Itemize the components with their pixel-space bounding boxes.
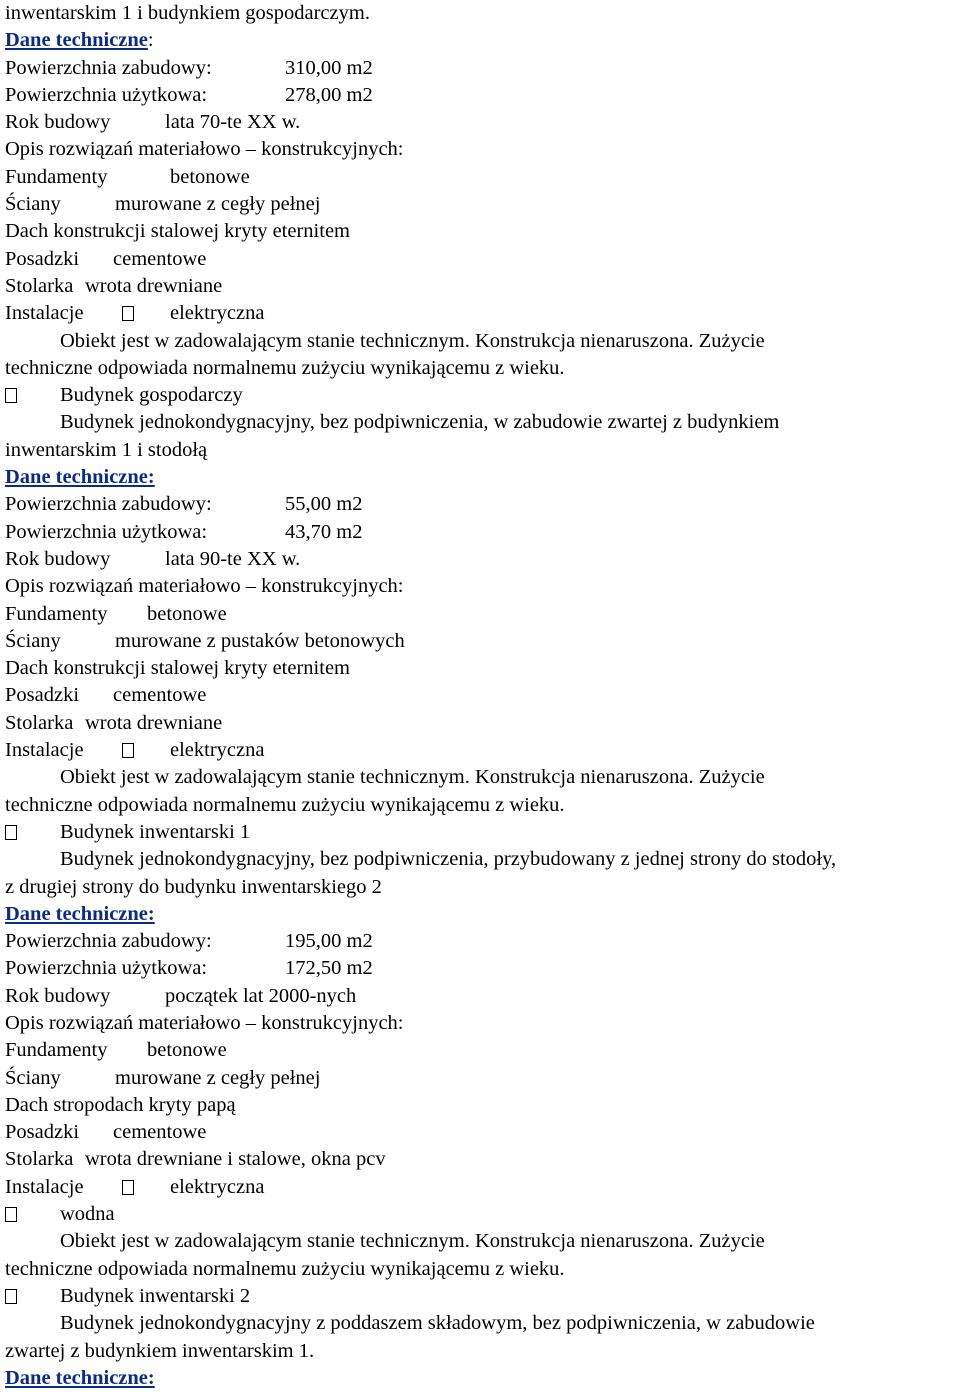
dane-techniczne-label: Dane techniczne: (5, 1366, 155, 1389)
sciany-row (5, 628, 957, 655)
powierzchnia-zabudowy-value: 55,00 m2 (285, 493, 363, 516)
rok-budowy-label: Rok budowy (5, 984, 111, 1007)
powierzchnia-zabudowy-label: Powierzchnia zabudowy: (5, 930, 212, 953)
stan-text-1: Obiekt jest w zadowalającym stanie technicznym. Konstrukcja nienaruszona. Zużycie (60, 329, 765, 352)
sciany-value: murowane z cegły pełnej (115, 1066, 321, 1089)
checkbox-glyph-icon (122, 743, 134, 758)
description-line-1 (5, 409, 957, 436)
stan-line-2 (5, 1256, 957, 1283)
section-title: Budynek gospodarczy (60, 384, 243, 407)
fundamenty-value: betonowe (147, 602, 227, 625)
rok-budowy-row (5, 983, 957, 1010)
instalacje-value: elektryczna (170, 1175, 265, 1198)
posadzki-value: cementowe (113, 1121, 207, 1144)
sciany-label: Ściany (5, 629, 61, 652)
stolarka-row (5, 710, 957, 737)
instalacje-row (5, 300, 957, 327)
bullet-box-icon (5, 1289, 17, 1304)
stolarka-label: Stolarka (5, 1148, 74, 1171)
section-title: Budynek inwentarski 1 (60, 820, 251, 843)
fundamenty-label: Fundamenty (5, 602, 108, 625)
description-line-1 (5, 846, 957, 873)
rok-budowy-row (5, 546, 957, 573)
stan-text-2: techniczne odpowiada normalnemu zużyciu wynikającemu z wieku. (5, 1257, 565, 1280)
sciany-row (5, 1065, 957, 1092)
rok-budowy-row (5, 109, 957, 136)
powierzchnia-zabudowy-row (5, 491, 957, 518)
dach-text: Dach konstrukcji stalowej kryty eternitem (5, 657, 350, 680)
rok-budowy-label: Rok budowy (5, 111, 111, 134)
dach-row (5, 218, 957, 245)
fundamenty-row (5, 601, 957, 628)
section-heading-budynek-inwentarski-1 (5, 819, 957, 846)
checkbox-glyph-icon (122, 1180, 134, 1195)
rok-budowy-value: lata 90-te XX w. (165, 547, 301, 570)
instalacje-row (5, 737, 957, 764)
posadzki-row (5, 682, 957, 709)
fundamenty-row (5, 164, 957, 191)
fundamenty-row (5, 1037, 957, 1064)
stolarka-value: wrota drewniane (85, 711, 223, 734)
section-title: Budynek inwentarski 2 (60, 1284, 251, 1307)
sciany-value: murowane z cegły pełnej (115, 193, 321, 216)
stan-line-2 (5, 792, 957, 819)
dach-row (5, 655, 957, 682)
stan-line-1 (5, 1228, 957, 1255)
description-text-1: Budynek jednokondygnacyjny, bez podpiwniczenia, przybudowany z jednej strony do stodoły, (60, 848, 837, 871)
bullet-box-icon (5, 825, 17, 840)
dane-techniczne-heading (5, 464, 957, 491)
stan-text-2: techniczne odpowiada normalnemu zużyciu wynikającemu z wieku. (5, 356, 565, 379)
stolarka-row (5, 273, 957, 300)
instalacje-label: Instalacje (5, 739, 84, 762)
description-text-1: Budynek jednokondygnacyjny z poddaszem składowym, bez podpiwniczenia, w zabudowie (60, 1312, 815, 1335)
instalacje-label: Instalacje (5, 1175, 84, 1198)
description-line-2 (5, 874, 957, 901)
powierzchnia-zabudowy-row (5, 928, 957, 955)
instalacje-value: elektryczna (170, 739, 265, 762)
section-heading-budynek-gospodarczy (5, 382, 957, 409)
sciany-row (5, 191, 957, 218)
dane-techniczne-colon: : (147, 29, 154, 52)
sciany-value: murowane z pustaków betonowych (115, 629, 405, 652)
powierzchnia-uzytkowa-value: 172,50 m2 (285, 957, 373, 980)
stolarka-value: wrota drewniane (85, 274, 223, 297)
powierzchnia-zabudowy-label: Powierzchnia zabudowy: (5, 493, 212, 516)
powierzchnia-zabudowy-value: 195,00 m2 (285, 930, 373, 953)
powierzchnia-zabudowy-label: Powierzchnia zabudowy: (5, 56, 212, 79)
opis-text: Opis rozwiązań materiałowo – konstrukcyjnych: (5, 1011, 404, 1034)
posadzki-row (5, 246, 957, 273)
description-line-2 (5, 437, 957, 464)
stan-text-1: Obiekt jest w zadowalającym stanie technicznym. Konstrukcja nienaruszona. Zużycie (60, 1230, 765, 1253)
opis-text: Opis rozwiązań materiałowo – konstrukcyjnych: (5, 575, 404, 598)
stan-line-1 (5, 764, 957, 791)
opis-heading (5, 136, 957, 163)
stan-line-1 (5, 328, 957, 355)
powierzchnia-zabudowy-value: 310,00 m2 (285, 56, 373, 79)
fundamenty-value: betonowe (147, 1039, 227, 1062)
fundamenty-label: Fundamenty (5, 1039, 108, 1062)
checkbox-glyph-icon (122, 306, 134, 321)
opis-text: Opis rozwiązań materiałowo – konstrukcyjnych: (5, 138, 404, 161)
rok-budowy-value: początek lat 2000-nych (165, 984, 357, 1007)
dach-text: Dach stropodach kryty papą (5, 1093, 236, 1116)
opis-heading (5, 1010, 957, 1037)
posadzki-label: Posadzki (5, 684, 80, 707)
description-text-2: z drugiej strony do budynku inwentarskiego 2 (5, 875, 382, 898)
stolarka-label: Stolarka (5, 711, 74, 734)
description-line-1 (5, 1310, 957, 1337)
dane-techniczne-heading (5, 27, 957, 54)
instalacje-row-2 (5, 1201, 957, 1228)
dane-techniczne-heading (5, 1365, 957, 1392)
description-text-2: inwentarskim 1 i stodołą (5, 438, 208, 461)
bullet-box-icon (5, 388, 17, 403)
stolarka-value: wrota drewniane i stalowe, okna pcv (85, 1148, 386, 1171)
document-page (5, 0, 957, 1392)
section-heading-budynek-inwentarski-2 (5, 1283, 957, 1310)
posadzki-value: cementowe (113, 684, 207, 707)
posadzki-row (5, 1119, 957, 1146)
sciany-label: Ściany (5, 193, 61, 216)
intro-tail-line (5, 0, 957, 27)
checkbox-glyph-icon (5, 1207, 17, 1222)
powierzchnia-uzytkowa-label: Powierzchnia użytkowa: (5, 520, 208, 543)
powierzchnia-uzytkowa-label: Powierzchnia użytkowa: (5, 83, 208, 106)
posadzki-label: Posadzki (5, 247, 80, 270)
rok-budowy-label: Rok budowy (5, 547, 111, 570)
fundamenty-value: betonowe (170, 165, 250, 188)
description-line-2 (5, 1338, 957, 1365)
dane-techniczne-heading (5, 901, 957, 928)
stolarka-row (5, 1146, 957, 1173)
powierzchnia-uzytkowa-row (5, 82, 957, 109)
rok-budowy-value: lata 70-te XX w. (165, 111, 301, 134)
powierzchnia-uzytkowa-label: Powierzchnia użytkowa: (5, 957, 208, 980)
instalacje-row (5, 1174, 957, 1201)
stan-text-1: Obiekt jest w zadowalającym stanie technicznym. Konstrukcja nienaruszona. Zużycie (60, 766, 765, 789)
instalacje-value-2: wodna (60, 1203, 115, 1226)
dane-techniczne-label: Dane techniczne: (5, 466, 155, 489)
sciany-label: Ściany (5, 1066, 61, 1089)
instalacje-value: elektryczna (170, 302, 265, 325)
dach-row (5, 1092, 957, 1119)
dach-text: Dach konstrukcji stalowej kryty eternitem (5, 220, 350, 243)
powierzchnia-uzytkowa-value: 43,70 m2 (285, 520, 363, 543)
posadzki-value: cementowe (113, 247, 207, 270)
dane-techniczne-label: Dane techniczne (5, 29, 148, 52)
posadzki-label: Posadzki (5, 1121, 80, 1144)
powierzchnia-zabudowy-row (5, 55, 957, 82)
intro-tail-text: inwentarskim 1 i budynkiem gospodarczym. (5, 2, 370, 24)
fundamenty-label: Fundamenty (5, 165, 108, 188)
description-text-1: Budynek jednokondygnacyjny, bez podpiwniczenia, w zabudowie zwartej z budynkiem (60, 411, 780, 434)
stan-line-2 (5, 355, 957, 382)
stan-text-2: techniczne odpowiada normalnemu zużyciu wynikającemu z wieku. (5, 793, 565, 816)
powierzchnia-uzytkowa-row (5, 955, 957, 982)
stolarka-label: Stolarka (5, 274, 74, 297)
powierzchnia-uzytkowa-row (5, 519, 957, 546)
opis-heading (5, 573, 957, 600)
powierzchnia-uzytkowa-value: 278,00 m2 (285, 83, 373, 106)
instalacje-label: Instalacje (5, 302, 84, 325)
description-text-2: zwartej z budynkiem inwentarskim 1. (5, 1339, 315, 1362)
dane-techniczne-label: Dane techniczne: (5, 902, 155, 925)
